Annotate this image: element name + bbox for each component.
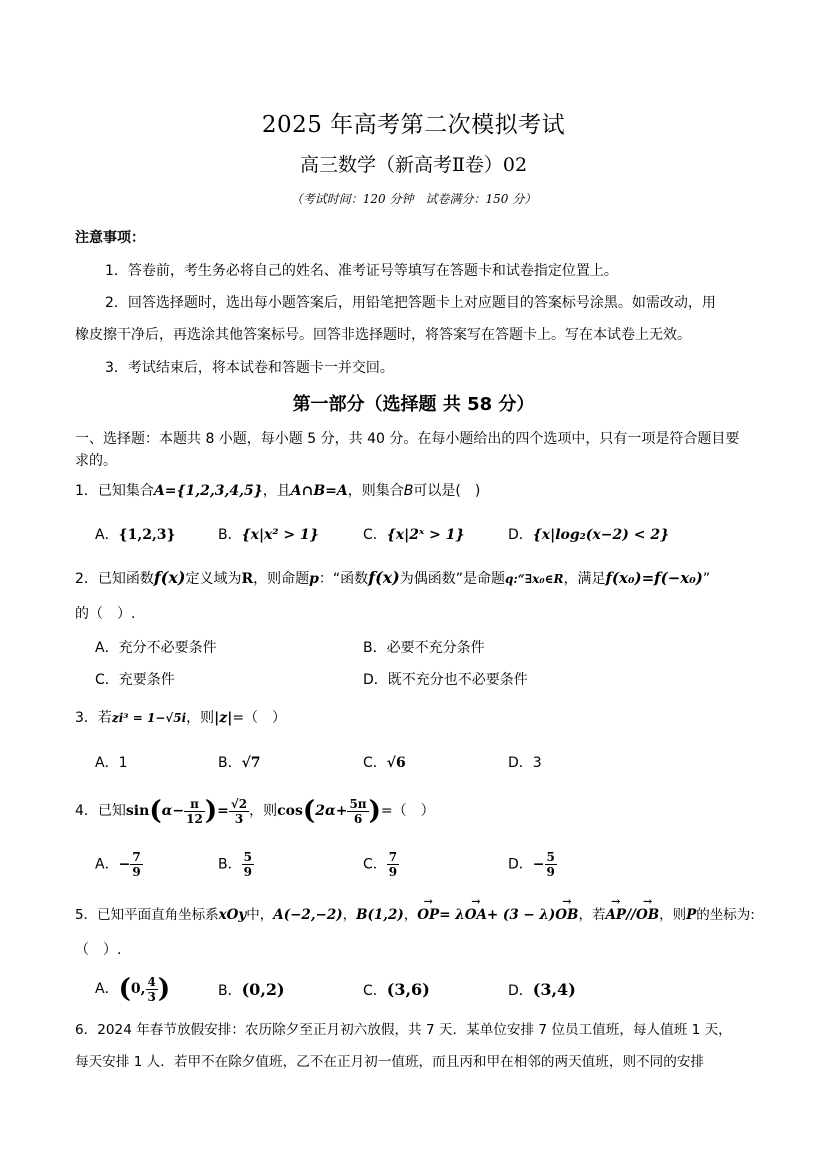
note-2a: 2．回答选择题时，选出每小题答案后，用铅笔把答题卡上对应题目的答案标号涂黑。如需改动，用 xyxy=(105,295,716,311)
q2-text-f: ，满足 xyxy=(563,571,606,587)
q5-point-a: A(−2,−2) xyxy=(273,907,343,923)
q4-a-num: 7 xyxy=(132,850,141,864)
q2-eq: f(x₀)=f(−x₀) xyxy=(605,569,703,587)
q5-parallel: // xyxy=(626,907,636,923)
q5-text-b: 中， xyxy=(246,907,274,923)
q4-a-den: 9 xyxy=(132,865,141,879)
q1-option-a-value: {1,2,3} xyxy=(118,527,176,543)
q1-option-b-label: B． xyxy=(218,527,242,543)
q2-text-b: 定义域为 xyxy=(185,571,242,587)
q1-text-b: ，且 xyxy=(262,483,291,499)
question-1 xyxy=(75,480,480,500)
exam-info: （考试时间：120 分钟 试卷满分：150 分） xyxy=(290,192,537,206)
q5-text-e: 的坐标为: xyxy=(696,907,755,923)
q4-option-b-label: B． xyxy=(218,856,242,873)
q2-text-a: 2．已知函数 xyxy=(75,571,154,587)
q1-text-a: 1．已知集合 xyxy=(75,483,154,499)
q3-text-c: =（ ） xyxy=(232,710,287,726)
q4-b-den: 9 xyxy=(243,865,252,879)
question-3 xyxy=(75,707,286,727)
q3-text-b: ，则 xyxy=(186,710,215,726)
q1-option-a[interactable] xyxy=(95,524,176,544)
q3-option-b-value: √7 xyxy=(241,755,261,771)
question-2 xyxy=(75,568,710,588)
q3-option-c-label: C． xyxy=(363,755,387,771)
question-4 xyxy=(75,796,435,826)
q5-text-d: ，则 xyxy=(659,907,687,923)
q5-option-c-value: (3,6) xyxy=(386,980,430,999)
q5-sep2: ， xyxy=(403,907,418,923)
q5-option-b-label: B． xyxy=(218,983,242,999)
q1-option-c[interactable] xyxy=(363,524,464,544)
q5-vec-ob: → OB xyxy=(555,907,578,923)
q4-cos: cos xyxy=(277,803,303,819)
exam-title: 2025 年高考第二次模拟考试 xyxy=(261,112,566,138)
q2-option-a[interactable]: A．充分不必要条件 xyxy=(95,640,217,656)
q4-option-b-frac xyxy=(242,850,254,879)
q5-a-paren-open: ( xyxy=(118,974,131,1004)
q5-option-b[interactable] xyxy=(218,980,285,1000)
q5-p: P xyxy=(686,907,697,923)
q1-text-c: ，则集合 xyxy=(347,483,404,499)
q2-f: f(x) xyxy=(153,568,186,587)
q5-a-paren-close: ) xyxy=(157,974,171,1004)
q3-abs: |z| xyxy=(214,710,233,726)
q5-option-c-label: C． xyxy=(363,983,387,999)
q4-frac-sqrt2-3 xyxy=(229,797,249,826)
q5-sep1: ， xyxy=(342,907,357,923)
q3-option-c[interactable] xyxy=(363,752,406,772)
q2-text-d: ：“函数 xyxy=(318,571,369,587)
q4-alpha: α− xyxy=(161,803,185,819)
q1-text-d: 可以是( ) xyxy=(413,483,481,499)
q4-frac-pi-12 xyxy=(184,797,205,826)
q1-option-b-value: {x|x² > 1} xyxy=(241,527,319,543)
note-2b: 橡皮擦干净后，再选涂其他答案标号。回答非选择题时，将答案写在答题卡上。写在本试卷上无效。 xyxy=(75,327,691,343)
q1-option-c-value: {x|2ˣ > 1} xyxy=(386,527,465,543)
q4-f2-num: √2 xyxy=(230,796,248,811)
q5-option-b-value: (0,2) xyxy=(241,980,285,999)
q5-a-num: 4 xyxy=(147,974,156,989)
q2-r: R xyxy=(241,571,254,587)
q4-option-d-label: D． xyxy=(508,856,533,873)
q2-option-c[interactable]: C．充要条件 xyxy=(95,672,175,688)
q4-option-a[interactable] xyxy=(95,850,143,879)
q4-f1-num: π xyxy=(184,797,205,812)
q4-option-a-sign: − xyxy=(118,856,131,873)
q4-paren-close: ) xyxy=(204,796,218,826)
q4-paren2-close: ) xyxy=(368,796,381,826)
q2-p: p xyxy=(309,571,319,587)
q4-text-c: =（ ） xyxy=(380,803,435,819)
q1-option-a-label: A． xyxy=(95,527,119,543)
notes-heading: 注意事项： xyxy=(75,230,145,246)
q5-option-a-frac xyxy=(146,975,158,1004)
q4-b-num: 5 xyxy=(243,850,252,864)
q4-paren2-open: ( xyxy=(302,796,316,826)
question-6-line-1: 6．2024 年春节放假安排：农历除夕至正月初六放假，共 7 天．某单位安排 7 位员工值班，每人值班 1 天， xyxy=(75,1022,732,1038)
q1-option-d-value: {x|log₂(x−2) < 2} xyxy=(532,527,670,543)
q2-q: q:“∃x₀∈R xyxy=(505,572,564,586)
section-intro-b: 求的。 xyxy=(75,453,117,469)
question-6-line-2: 每天安排 1 人．若甲不在除夕值班，乙不在正月初一值班，而且丙和甲在相邻的两天值班，则不同的安排 xyxy=(75,1054,705,1070)
q2-text-e: 为偶函数”是命题 xyxy=(399,571,506,587)
q4-c-den: 9 xyxy=(388,865,398,879)
q4-f2-den: 3 xyxy=(234,811,244,826)
q5-option-a-pre: 0, xyxy=(130,981,146,997)
q2-f2: f(x) xyxy=(368,568,400,587)
q3-option-b-label: B． xyxy=(218,755,242,771)
q3-eq: zi³ = 1−√5i xyxy=(111,711,187,725)
section-title: 第一部分（选择题 共 58 分） xyxy=(292,394,535,415)
q5-vec-ap: → AP xyxy=(605,907,626,923)
section-intro-a: 一、选择题：本题共 8 小题，每小题 5 分，共 40 分。在每小题给出的四个选项中，只有一项是符合题目要 xyxy=(75,431,740,447)
q4-text-b: ，则 xyxy=(249,803,278,819)
exam-subtitle: 高三数学（新高考Ⅱ卷）02 xyxy=(299,154,528,176)
q4-option-d-sign: − xyxy=(532,856,545,873)
q2-text-h: 的（ ）. xyxy=(75,606,136,622)
q2-option-b[interactable]: B．必要不充分条件 xyxy=(363,640,485,656)
q3-text-a: 3．若 xyxy=(75,710,112,726)
question-5 xyxy=(75,903,755,923)
q5-eq2: + (3 − λ) xyxy=(486,907,556,923)
q4-text-a: 4．已知 xyxy=(75,803,126,819)
q4-equals: = xyxy=(217,803,229,819)
q1-var: B xyxy=(403,483,414,499)
q4-c-num: 7 xyxy=(388,850,398,864)
q4-frac-5pi-6 xyxy=(347,797,368,826)
q4-paren-open: ( xyxy=(149,796,162,826)
q5-text-a: 5．已知平面直角坐标系 xyxy=(75,907,219,923)
q5-option-c[interactable] xyxy=(363,980,430,1000)
q4-option-a-label: A． xyxy=(95,856,119,873)
q4-option-b[interactable] xyxy=(218,850,254,879)
q5-vec-op: → OP xyxy=(417,907,439,923)
q4-option-c-frac xyxy=(387,850,399,879)
q4-f3-num: 5π xyxy=(349,796,367,811)
q5-vec-oa: → OA xyxy=(465,907,487,923)
q5-option-d[interactable] xyxy=(508,980,576,1000)
q5-text-c: ，若 xyxy=(578,907,606,923)
q4-sin: sin xyxy=(125,803,150,819)
q5-text-f: （ ）. xyxy=(75,942,122,958)
q5-option-a-label: A． xyxy=(95,981,119,997)
q5-vec-ob2: → OB xyxy=(636,907,659,923)
q3-option-d[interactable]: D．3 xyxy=(508,755,542,771)
q1-option-d-label: D． xyxy=(508,527,533,543)
q1-option-c-label: C． xyxy=(363,527,387,543)
q5-point-b: B(1,2) xyxy=(356,907,404,923)
q5-a-den: 3 xyxy=(147,989,156,1004)
q1-cond: A∩B=A xyxy=(290,483,348,499)
q4-option-c-label: C． xyxy=(363,856,387,873)
q2-text-c: ，则命题 xyxy=(253,571,310,587)
q4-option-d[interactable] xyxy=(508,850,557,879)
q4-f3-den: 6 xyxy=(353,811,363,826)
q1-option-d[interactable] xyxy=(508,524,669,544)
q4-d-den: 9 xyxy=(546,865,555,879)
q1-option-b[interactable] xyxy=(218,524,319,544)
q4-option-a-frac xyxy=(130,850,142,879)
q5-xoy: xOy xyxy=(218,907,247,923)
q4-f1-den: 12 xyxy=(186,811,203,826)
note-1: 1．答卷前，考生务必将自己的姓名、准考证号等填写在答题卡和试卷指定位置上。 xyxy=(105,263,618,279)
q5-option-d-value: (3,4) xyxy=(532,980,576,999)
q2-text-g: ” xyxy=(702,571,711,587)
q4-d-num: 5 xyxy=(546,850,555,864)
q3-option-c-value: √6 xyxy=(386,755,406,771)
q4-option-d-frac xyxy=(545,850,557,879)
note-3: 3．考试结束后，将本试卷和答题卡一并交回。 xyxy=(105,360,394,376)
q1-set-a: A={1,2,3,4,5} xyxy=(153,483,263,499)
q4-option-c[interactable] xyxy=(363,850,399,879)
q2-option-d[interactable]: D．既不充分也不必要条件 xyxy=(363,672,528,688)
q4-arg: 2α+ xyxy=(315,803,348,819)
q3-option-b[interactable] xyxy=(218,752,261,772)
q5-option-a[interactable] xyxy=(95,974,170,1004)
q5-eq1: = λ xyxy=(439,907,465,923)
q5-option-d-label: D． xyxy=(508,983,533,999)
q3-option-a[interactable]: A．1 xyxy=(95,755,128,771)
